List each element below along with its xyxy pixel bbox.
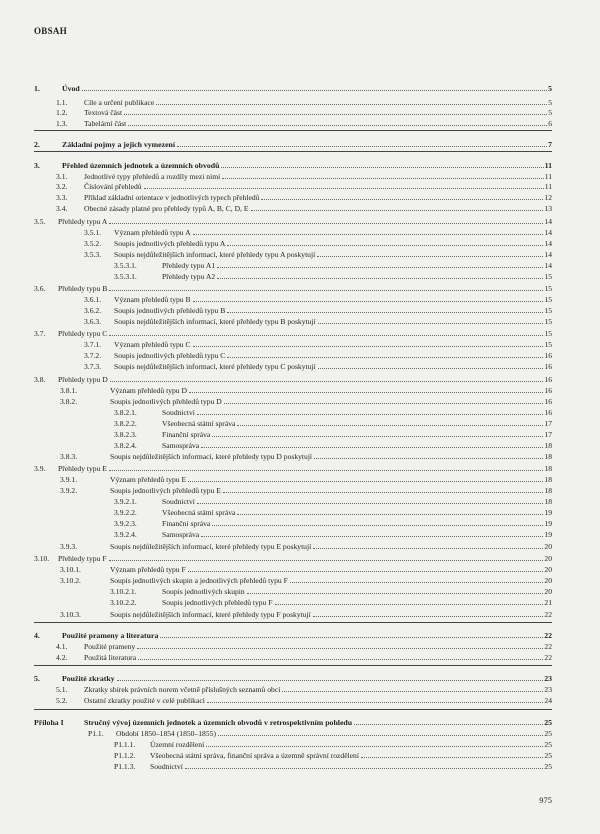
dot-leader	[227, 312, 543, 313]
toc-entry	[114, 495, 552, 506]
toc-entry	[114, 417, 552, 428]
toc-entry-page: 16	[544, 351, 552, 360]
toc-entry-number: 3.9.	[34, 464, 46, 473]
dot-leader	[138, 659, 543, 660]
toc-entry-page: 25	[544, 751, 552, 760]
dot-leader	[193, 346, 544, 347]
dot-leader	[144, 188, 544, 189]
toc-entry	[114, 738, 552, 749]
toc-entry-title: Číslování přehledů	[84, 182, 142, 191]
dot-leader	[251, 210, 544, 211]
toc-entry-title: Soudnictví	[162, 497, 195, 506]
toc-entry-title: Soupis nejdůležitějších informací, které přehledy typu D poskytují	[110, 452, 313, 461]
toc-entry	[56, 191, 552, 202]
dot-leader	[212, 525, 543, 526]
toc-entry-page: 16	[544, 397, 552, 406]
dot-leader	[128, 125, 547, 126]
dot-leader	[207, 702, 544, 703]
toc-entry	[114, 749, 552, 760]
toc-entry-page: 18	[544, 441, 552, 450]
toc-entry	[84, 237, 552, 248]
toc-entry	[56, 180, 552, 191]
dot-leader	[318, 323, 544, 324]
section-divider	[34, 665, 552, 666]
toc-entry-title: Cíle a určení publikace	[84, 98, 155, 107]
toc-entry-title: Přehledy typu C	[58, 329, 108, 338]
toc-entry-page: 21	[544, 598, 552, 607]
toc-entry-number: 3.3.	[56, 193, 68, 202]
toc-entry-title: Soupis jednotlivých přehledů typu A	[114, 239, 226, 248]
toc-entry-number: 3.7.1.	[84, 340, 102, 349]
toc-entry-number: 3.9.2.3.	[114, 519, 137, 528]
toc-entry-number: 3.6.3.	[84, 317, 102, 326]
toc-entry-title: Finanční správa	[162, 519, 211, 528]
toc-entry	[56, 106, 552, 117]
toc-entry	[34, 215, 552, 226]
toc-entry-page: 16	[544, 362, 552, 371]
dot-leader	[109, 470, 543, 471]
dot-leader	[110, 381, 544, 382]
dot-leader	[109, 223, 543, 224]
dot-leader	[222, 178, 543, 179]
toc-entry-title: Základní pojmy a jejich vymezení	[62, 140, 176, 149]
toc-entry-number: 1.1.	[56, 98, 68, 107]
toc-entry-title: Význam přehledů typu B	[114, 295, 191, 304]
toc-entry-title: Všeobecná státní správa, finanční správa a územně správní rozdělení	[150, 751, 359, 760]
toc-entry-number: 1.2.	[56, 108, 68, 117]
dot-leader	[137, 648, 543, 649]
dot-leader	[314, 458, 543, 459]
toc-entry-title: Přehledy typu F	[58, 554, 107, 563]
toc-entry-number: 3.7.	[34, 329, 46, 338]
toc-entry	[34, 82, 552, 93]
toc-entry-title: Stručný vývoj územních jednotek a územních obvodů v retrospektivním pohledu	[84, 718, 353, 727]
toc-entry	[60, 574, 552, 585]
toc-entry-title: Význam přehledů typu E	[110, 475, 187, 484]
toc-entry-title: Jednotlivé typy přehledů a rozdíly mezi nimi	[84, 172, 221, 181]
toc-entry-number: 1.3.	[56, 119, 68, 128]
dot-leader	[117, 680, 544, 681]
toc-entry-title: Soupis nejdůležitějších informací, které přehledy typu F poskytují	[110, 610, 311, 619]
dot-leader	[206, 746, 543, 747]
toc-entry	[114, 270, 552, 281]
toc-entry	[34, 327, 552, 338]
page-title: OBSAH	[34, 26, 68, 36]
toc-entry-number: P1.1.	[88, 729, 104, 738]
toc-entry-number: 2.	[34, 140, 40, 149]
toc-entry-title: Soupis nejdůležitějších informací, které přehledy typu A poskytují	[114, 250, 316, 259]
dot-leader	[361, 757, 543, 758]
toc-entry-number: 3.9.3.	[60, 542, 78, 551]
page-number: 975	[539, 795, 552, 805]
dot-leader	[317, 256, 543, 257]
toc-entry	[60, 540, 552, 551]
toc-entry-title: Úvod	[62, 84, 80, 93]
dot-leader	[212, 436, 543, 437]
toc-entry	[60, 384, 552, 395]
toc-entry-number: 4.1.	[56, 642, 68, 651]
toc-entry-title: Přehled územních jednotek a územních obvodů	[62, 161, 220, 170]
toc-entry-page: 25	[544, 762, 552, 771]
toc-entry	[34, 672, 552, 683]
toc-entry-number: 3.10.1.	[60, 565, 81, 574]
toc-entry-title: Použité zkratky	[62, 674, 115, 683]
toc-entry-number: 3.5.3.1.	[114, 261, 137, 270]
toc-entry-page: 18	[544, 452, 552, 461]
toc-entry	[84, 338, 552, 349]
dot-leader	[201, 447, 543, 448]
toc-entry-page: 19	[544, 508, 552, 517]
section-divider	[34, 622, 552, 623]
toc-entry	[114, 439, 552, 450]
toc-entry-page: 11	[544, 172, 552, 181]
toc-entry	[34, 462, 552, 473]
toc-entry-title: Textová část	[84, 108, 123, 117]
toc-entry-number: 3.7.3.	[84, 362, 102, 371]
toc-entry-title: Přehledy typu E	[58, 464, 107, 473]
dot-leader	[177, 146, 547, 147]
dot-leader	[109, 335, 543, 336]
dot-leader	[227, 357, 543, 358]
toc-entry-title: Ostatní zkratky použité v celé publikaci	[84, 696, 205, 705]
toc-entry-number: 3.6.2.	[84, 306, 102, 315]
toc-entry-number: 5.	[34, 674, 40, 683]
dot-leader	[160, 637, 543, 638]
dot-leader	[318, 368, 544, 369]
dot-leader	[185, 768, 543, 769]
dot-leader	[354, 724, 543, 725]
toc-entry	[84, 248, 552, 259]
toc-entry-page: 11	[544, 182, 552, 191]
toc-entry-title: Všeobecná státní správa	[162, 419, 236, 428]
toc-entry-title: Soupis nejdůležitějších informací, které přehledy typu C poskytují	[114, 362, 316, 371]
toc-entry-title: Přehledy typu A2	[162, 272, 216, 281]
toc-entry-title: Územní rozdělení	[150, 740, 205, 749]
dot-leader	[156, 104, 547, 105]
toc-entry	[114, 259, 552, 270]
toc-entry-number: 4.	[34, 631, 40, 640]
toc-entry	[84, 315, 552, 326]
dot-leader	[82, 90, 547, 91]
toc-entry-page: 16	[544, 408, 552, 417]
toc-entry	[84, 226, 552, 237]
toc-entry-number: 3.8.1.	[60, 386, 78, 395]
toc-entry	[56, 694, 552, 705]
toc-entry	[84, 293, 552, 304]
toc-entry	[110, 585, 552, 596]
toc-entry-number: 5.1.	[56, 685, 68, 694]
toc-entry	[34, 552, 552, 563]
toc-entry-title: Obecné zásady platné pro přehledy typů A, B, C, D, E	[84, 204, 249, 213]
toc-entry-title: Použité prameny	[84, 642, 136, 651]
toc-entry-number: 3.1.	[56, 172, 68, 181]
toc-entry	[114, 760, 552, 771]
toc-entry-number: 3.8.2.4.	[114, 441, 137, 450]
toc-entry-number: P1.1.2.	[114, 751, 136, 760]
toc-entry-page: 14	[544, 217, 552, 226]
toc-entry-title: Soupis jednotlivých přehledů typu E	[110, 486, 221, 495]
toc-entry-page: 7	[548, 140, 552, 149]
toc-entry-number: 3.8.2.3.	[114, 430, 137, 439]
toc-entry	[60, 608, 552, 619]
toc-entry-title: Soupis nejdůležitějších informací, které přehledy typu B poskytují	[114, 317, 316, 326]
toc-entry-title: Přehledy typu D	[58, 375, 108, 384]
toc-entry-title: Přehledy typu A1	[162, 261, 216, 270]
toc-entry-title: Soudnictví	[150, 762, 183, 771]
toc-entry-page: 18	[544, 497, 552, 506]
toc-entry-number: 3.9.2.2.	[114, 508, 137, 517]
toc-entry	[34, 138, 552, 149]
toc-entry	[114, 428, 552, 439]
toc-entry-title: Finanční správa	[162, 430, 211, 439]
dot-leader	[109, 290, 543, 291]
toc-entry-title: Soupis jednotlivých přehledů typu C	[114, 351, 226, 360]
dot-leader	[313, 548, 543, 549]
toc-entry-title: Samospráva	[162, 441, 200, 450]
toc-entry	[34, 282, 552, 293]
toc-entry	[84, 360, 552, 371]
toc-entry	[60, 563, 552, 574]
toc-entry-page: 25	[544, 740, 552, 749]
toc-entry	[88, 727, 552, 738]
toc-entry-page: 18	[544, 486, 552, 495]
dot-leader	[193, 301, 544, 302]
toc-entry-number: 3.8.2.2.	[114, 419, 137, 428]
toc-entry-page: 20	[544, 587, 552, 596]
toc-entry	[34, 629, 552, 640]
toc-entry	[114, 506, 552, 517]
toc-entry-number: 3.10.2.1.	[110, 587, 137, 596]
toc-entry-page: 5	[548, 98, 552, 107]
toc-entry-number: 3.9.2.	[60, 486, 78, 495]
dot-leader	[237, 514, 543, 515]
toc-entry-page: 22	[544, 642, 552, 651]
toc-entry-page: 20	[544, 554, 552, 563]
toc-entry-page: 16	[544, 375, 552, 384]
toc-entry	[34, 716, 552, 727]
toc-entry-page: 12	[544, 193, 552, 202]
toc-entry-title: Význam přehledů typu D	[110, 386, 187, 395]
dot-leader	[188, 481, 543, 482]
toc-entry-number: Příloha I	[34, 718, 64, 727]
dot-leader	[290, 582, 544, 583]
toc-entry-page: 24	[544, 696, 552, 705]
toc-entry-number: 4.2.	[56, 653, 68, 662]
dot-leader	[223, 492, 543, 493]
section-divider	[34, 709, 552, 710]
dot-leader	[189, 392, 543, 393]
dot-leader	[197, 414, 543, 415]
toc-entry-number: P1.1.3.	[114, 762, 136, 771]
toc-entry-title: Soupis jednotlivých skupin	[162, 587, 245, 596]
toc-entry-number: 3.	[34, 161, 40, 170]
dot-leader	[247, 593, 544, 594]
toc-entry-title: Soupis jednotlivých přehledů typu B	[114, 306, 226, 315]
toc-entry-title: Přehledy typu A	[58, 217, 108, 226]
toc-entry	[60, 450, 552, 461]
dot-leader	[217, 278, 543, 279]
toc-entry-title: Význam přehledů typu C	[114, 340, 191, 349]
toc-entry-title: Soupis jednotlivých přehledů typu D	[110, 397, 222, 406]
toc-entry-number: 3.9.2.4.	[114, 530, 137, 539]
toc-entry-page: 14	[544, 239, 552, 248]
toc-entry-page: 17	[544, 430, 552, 439]
toc-entry-title: Soupis jednotlivých skupin a jednotlivých přehledů typu F	[110, 576, 288, 585]
toc-entry-title: Význam přehledů typu F	[110, 565, 186, 574]
toc-entry-number: 3.2.	[56, 182, 68, 191]
toc-entry	[84, 304, 552, 315]
toc-entry-page: 15	[544, 329, 552, 338]
toc-entry-page: 15	[544, 306, 552, 315]
section-divider	[34, 130, 552, 131]
toc-entry	[114, 517, 552, 528]
toc-entry-page: 15	[544, 295, 552, 304]
toc-entry	[60, 395, 552, 406]
toc-entry	[34, 159, 552, 170]
toc-entry-page: 20	[544, 565, 552, 574]
toc-entry	[60, 473, 552, 484]
toc-entry-number: 3.9.1.	[60, 475, 78, 484]
toc-entry-page: 19	[544, 530, 552, 539]
toc-entry-number: 3.10.	[34, 554, 50, 563]
toc-entry-page: 17	[544, 419, 552, 428]
toc-entry-number: 3.8.3.	[60, 452, 78, 461]
toc-entry-title: Soupis nejdůležitějších informací, které přehledy typu E poskytují	[110, 542, 312, 551]
toc-entry-title: Zkratky sbírek právních norem včetně příslušných seznamů obcí	[84, 685, 281, 694]
dot-leader	[197, 503, 543, 504]
toc-entry-number: 3.5.2.	[84, 239, 102, 248]
toc-entry	[84, 349, 552, 360]
dot-leader	[227, 245, 543, 246]
toc-entry-page: 14	[544, 228, 552, 237]
toc-entry-page: 15	[544, 284, 552, 293]
dot-leader	[237, 425, 543, 426]
toc-entry-title: Všeobecná státní správa	[162, 508, 236, 517]
toc-entry	[110, 596, 552, 607]
toc-entry-number: 3.5.	[34, 217, 46, 226]
dot-leader	[261, 199, 543, 200]
toc-entry-page: 22	[544, 610, 552, 619]
dot-leader	[221, 167, 543, 168]
toc-entry-page: 11	[544, 161, 552, 170]
toc-entry-title: Období 1850–1854 (1850–1855)	[116, 729, 216, 738]
toc-entry-page: 18	[544, 475, 552, 484]
toc-entry	[114, 406, 552, 417]
toc-entry-title: Význam přehledů typu A	[114, 228, 191, 237]
toc-entry-number: 3.9.2.1.	[114, 497, 137, 506]
toc-entry-page: 16	[544, 386, 552, 395]
toc-entry	[56, 683, 552, 694]
toc-entry-page: 5	[548, 108, 552, 117]
toc-entry-title: Tabelární část	[84, 119, 127, 128]
toc-entry-number: 3.8.	[34, 375, 46, 384]
toc-entry-number: 3.10.2.2.	[110, 598, 137, 607]
toc-entry-number: 3.8.2.	[60, 397, 78, 406]
toc-entry-page: 22	[544, 631, 552, 640]
toc-entry-number: 3.6.1.	[84, 295, 102, 304]
toc-entry-page: 19	[544, 519, 552, 528]
toc-entry	[114, 528, 552, 539]
toc-entry-number: 3.6.	[34, 284, 46, 293]
toc-entry	[34, 373, 552, 384]
toc-entry-page: 20	[544, 542, 552, 551]
toc-entry-page: 23	[544, 685, 552, 694]
dot-leader	[193, 234, 544, 235]
toc-entry-page: 13	[544, 204, 552, 213]
toc-entry-number: 1.	[34, 84, 40, 93]
toc-entry-page: 25	[544, 718, 552, 727]
toc-entry-number: P1.1.1.	[114, 740, 136, 749]
dot-leader	[275, 604, 544, 605]
toc-entry-page: 25	[544, 729, 552, 738]
toc-entry-number: 5.2.	[56, 696, 68, 705]
toc-entry	[56, 202, 552, 213]
toc-entry-title: Samospráva	[162, 530, 200, 539]
toc-entry	[60, 484, 552, 495]
toc-entry-title: Použité prameny a literatura	[62, 631, 159, 640]
dot-leader	[313, 616, 544, 617]
toc-entry-page: 6	[548, 119, 552, 128]
toc-entry-page: 14	[544, 261, 552, 270]
toc-entry-page: 20	[544, 576, 552, 585]
dot-leader	[124, 114, 547, 115]
toc-entry-number: 3.4.	[56, 204, 68, 213]
dot-leader	[218, 735, 543, 736]
toc-entry-number: 3.8.2.1.	[114, 408, 137, 417]
toc-entry-page: 15	[544, 340, 552, 349]
toc-entry-number: 3.7.2.	[84, 351, 102, 360]
toc-entry-title: Přehledy typu B	[58, 284, 108, 293]
toc-entry-page: 15	[544, 317, 552, 326]
toc-entry-title: Soupis jednotlivých přehledů typu F	[162, 598, 273, 607]
toc-entry	[56, 640, 552, 651]
toc-entry-page: 14	[544, 250, 552, 259]
dot-leader	[224, 403, 544, 404]
toc-entry-title: Soudnictví	[162, 408, 195, 417]
toc-entry-number: 3.5.1.	[84, 228, 102, 237]
toc-entry	[56, 651, 552, 662]
dot-leader	[217, 267, 543, 268]
toc-entry-page: 15	[544, 272, 552, 281]
toc-entry-page: 22	[544, 653, 552, 662]
toc-entry-page: 5	[548, 84, 552, 93]
toc-entry-number: 3.10.3.	[60, 610, 81, 619]
toc-entry-number: 3.5.3.1.	[114, 272, 137, 281]
dot-leader	[188, 571, 544, 572]
toc-entry-title: Použitá literatura	[84, 653, 137, 662]
toc-entry	[56, 117, 552, 128]
toc-entry-number: 3.10.2.	[60, 576, 81, 585]
dot-leader	[109, 560, 544, 561]
toc-entry-page: 18	[544, 464, 552, 473]
dot-leader	[282, 691, 543, 692]
dot-leader	[201, 536, 543, 537]
toc-entry-title: Příklad základní orientace v jednotlivých typech přehledů	[84, 193, 260, 202]
toc-entry-number: 3.5.3.	[84, 250, 102, 259]
section-divider	[34, 151, 552, 152]
toc-entry-page: 23	[544, 674, 552, 683]
